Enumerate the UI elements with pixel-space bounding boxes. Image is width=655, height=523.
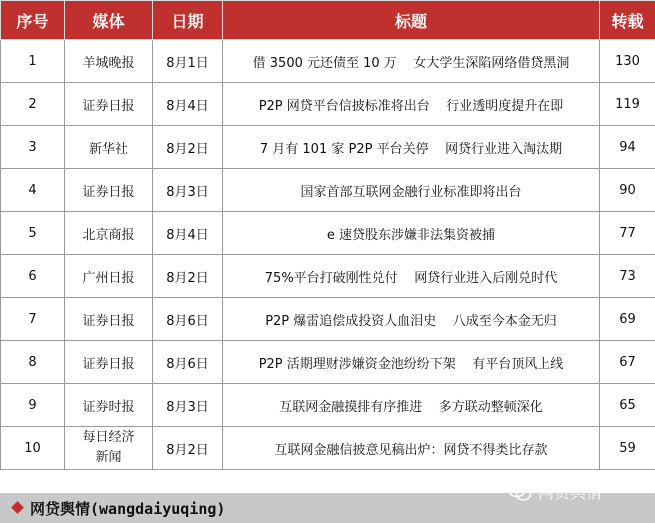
table-row	[1, 212, 655, 255]
table-row	[1, 83, 655, 126]
header-reposts: 转载	[600, 1, 655, 40]
row-reposts: 130	[600, 40, 655, 83]
row-title: P2P 爆雷追偿成投资人血泪史 八成至今本金无归	[223, 298, 600, 341]
row-date: 8月2日	[153, 255, 223, 298]
row-media: 广州日报	[65, 255, 153, 298]
row-reposts: 65	[600, 384, 655, 427]
row-date: 8月4日	[153, 212, 223, 255]
row-title: 借 3500 元还债至 10 万 女大学生深陷网络借贷黑洞	[223, 40, 600, 83]
table-row	[1, 298, 655, 341]
row-date: 8月2日	[153, 427, 223, 470]
table-row	[1, 169, 655, 212]
row-media: 北京商报	[65, 212, 153, 255]
row-media: 新华社	[65, 126, 153, 169]
row-date: 8月4日	[153, 83, 223, 126]
row-index: 2	[1, 83, 65, 126]
footer-account-label: 网贷舆情(wangdaiyuqing)	[30, 500, 226, 518]
row-title: 互联网金融信披意见稿出炉：网贷不得类比存款	[223, 427, 600, 470]
table-row	[1, 384, 655, 427]
header-date: 日期	[153, 1, 223, 40]
row-media-label: 每日经济 新闻	[82, 430, 135, 465]
row-date: 8月3日	[153, 384, 223, 427]
table-row	[1, 427, 655, 470]
row-reposts: 77	[600, 212, 655, 255]
wechat-icon	[508, 482, 532, 502]
row-title: 互联网金融摸排有序推进 多方联动整顿深化	[223, 384, 600, 427]
row-media: 证券日报	[65, 341, 153, 384]
row-date: 8月6日	[153, 298, 223, 341]
header-title: 标题	[223, 1, 600, 40]
table-row	[1, 341, 655, 384]
row-media: 证券日报	[65, 169, 153, 212]
row-index: 4	[1, 169, 65, 212]
row-reposts: 90	[600, 169, 655, 212]
row-index: 8	[1, 341, 65, 384]
row-title: P2P 活期理财涉嫌资金池纷纷下架 有平台顶风上线	[223, 341, 600, 384]
row-title: e 速贷股东涉嫌非法集资被捕	[223, 212, 600, 255]
row-title: 国家首部互联网金融行业标准即将出台	[223, 169, 600, 212]
row-date: 8月2日	[153, 126, 223, 169]
table-row	[1, 255, 655, 298]
row-title: 75%平台打破刚性兑付 网贷行业进入后刚兑时代	[223, 255, 600, 298]
row-date: 8月6日	[153, 341, 223, 384]
watermark-text: 网贷舆情	[538, 483, 603, 502]
row-media	[65, 427, 153, 470]
diamond-bullet-icon	[11, 501, 24, 514]
table-row	[1, 40, 655, 83]
row-index: 9	[1, 384, 65, 427]
row-index: 3	[1, 126, 65, 169]
row-date: 8月3日	[153, 169, 223, 212]
row-media: 证券日报	[65, 83, 153, 126]
row-index: 10	[1, 427, 65, 470]
row-reposts: 69	[600, 298, 655, 341]
header-media: 媒体	[65, 1, 153, 40]
row-reposts: 59	[600, 427, 655, 470]
row-reposts: 94	[600, 126, 655, 169]
wechat-watermark	[508, 480, 602, 503]
row-index: 1	[1, 40, 65, 83]
row-index: 6	[1, 255, 65, 298]
row-media: 证券日报	[65, 298, 153, 341]
table-header-row	[1, 1, 655, 40]
row-index: 7	[1, 298, 65, 341]
row-reposts: 119	[600, 83, 655, 126]
row-reposts: 73	[600, 255, 655, 298]
row-index: 5	[1, 212, 65, 255]
table-row	[1, 126, 655, 169]
row-reposts: 67	[600, 341, 655, 384]
row-media: 证券时报	[65, 384, 153, 427]
row-media: 羊城晚报	[65, 40, 153, 83]
header-index: 序号	[1, 1, 65, 40]
row-date: 8月1日	[153, 40, 223, 83]
row-title: P2P 网贷平台信披标准将出台 行业透明度提升在即	[223, 83, 600, 126]
row-title: 7 月有 101 家 P2P 平台关停 网贷行业进入淘汰期	[223, 126, 600, 169]
